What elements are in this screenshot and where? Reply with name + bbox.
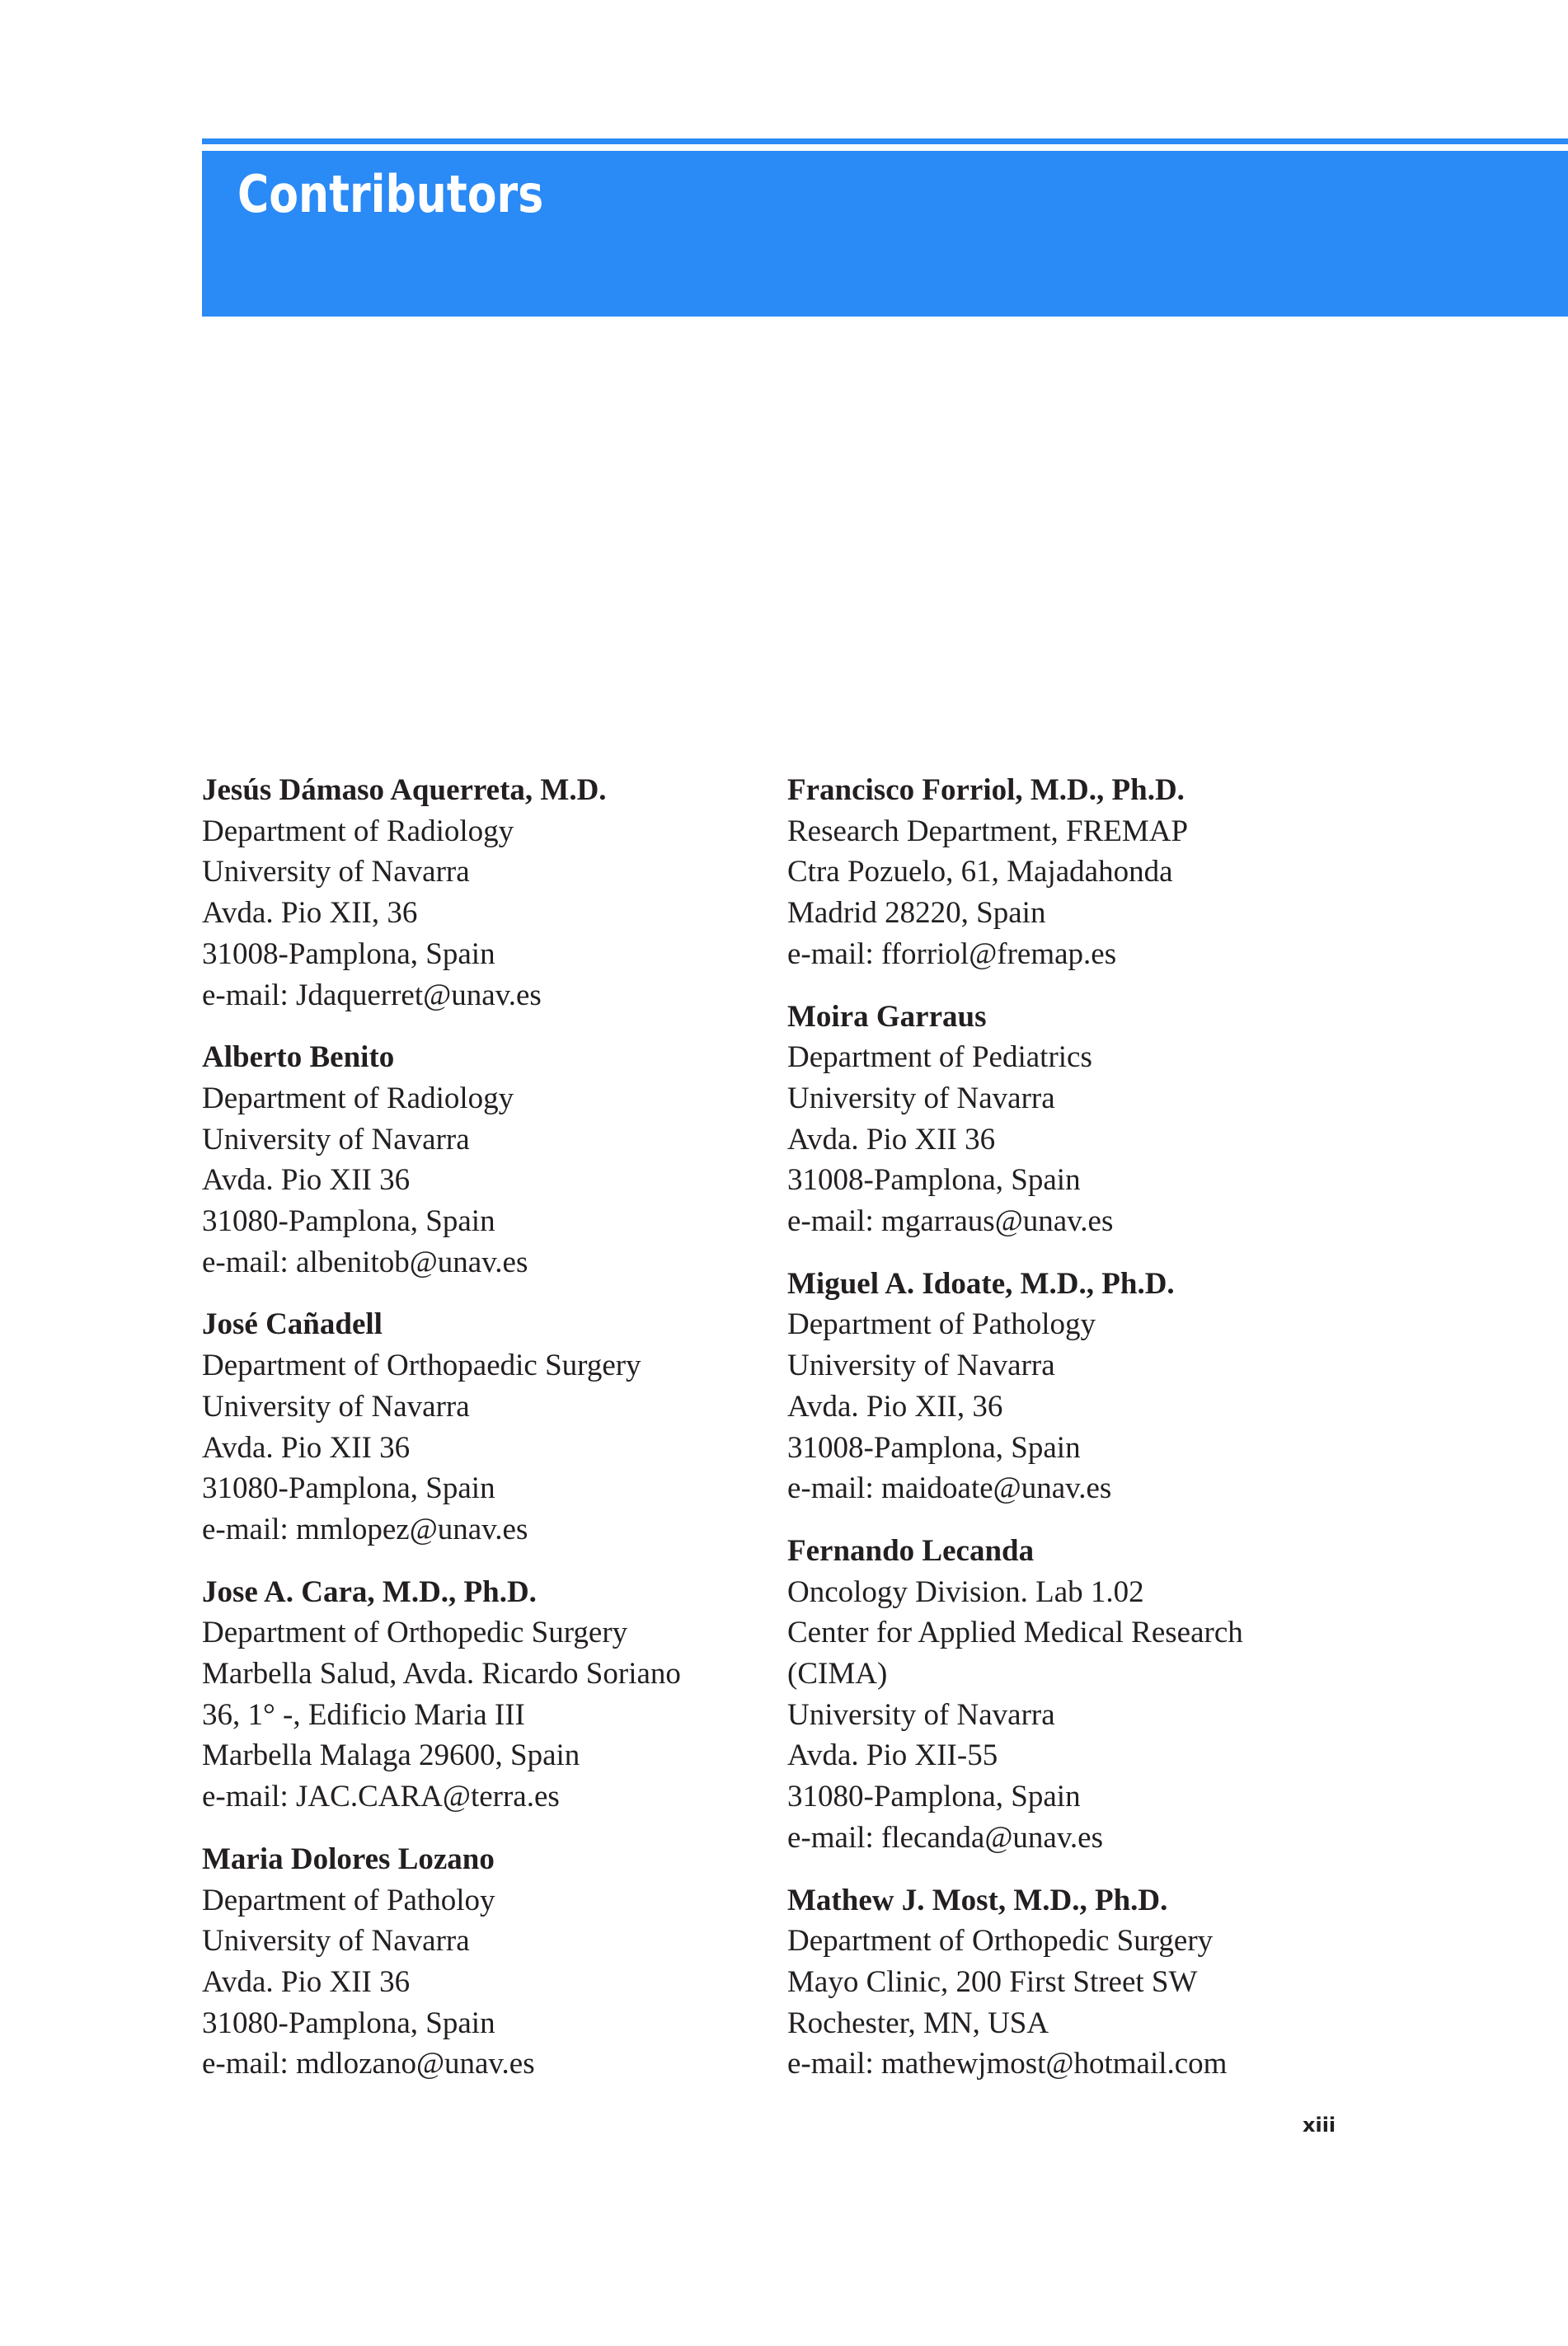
contributor-entry <box>202 1572 779 1818</box>
contributors-column-right <box>787 770 1364 2106</box>
contributor-address-line: Avda. Pio XII, 36 <box>202 896 418 931</box>
contributor-address-line: Mayo Clinic, 200 First Street SW <box>787 1964 1198 1999</box>
contributor-name: Jose A. Cara, M.D., Ph.D. <box>202 1574 537 1609</box>
contributor-address-line: Department of Patholoy <box>202 1883 495 1917</box>
contributor-email: e-mail: JAC.CARA@terra.es <box>202 1780 560 1814</box>
contributor-address-line: Marbella Malaga 29600, Spain <box>202 1738 580 1773</box>
contributor-address-line: 31008-Pamplona, Spain <box>787 1430 1081 1465</box>
contributor-email: e-mail: fforriol@fremap.es <box>787 936 1117 971</box>
contributor-address-line: University of Navarra <box>787 1081 1055 1115</box>
contributor-address-line: Oncology Division. Lab 1.02 <box>787 1574 1144 1609</box>
contributor-address-line: Avda. Pio XII-55 <box>787 1738 998 1773</box>
contributor-entry <box>787 770 1364 975</box>
contributor-name: Francisco Forriol, M.D., Ph.D. <box>787 773 1185 807</box>
page-title: Contributors <box>237 164 544 224</box>
contributor-entry <box>202 1304 779 1550</box>
contributor-address-line: 31008-Pamplona, Spain <box>202 936 495 971</box>
contributor-address-line: Department of Radiology <box>202 1081 514 1115</box>
contributor-address-line: University of Navarra <box>202 1389 470 1424</box>
contributor-address-line: Ctra Pozuelo, 61, Majadahonda <box>787 855 1173 889</box>
contributor-address-line: University of Navarra <box>202 1924 470 1959</box>
contributor-address-line: University of Navarra <box>787 1697 1055 1732</box>
contributor-address-line: Department of Pathology <box>787 1307 1096 1342</box>
contributor-address-line: 31008-Pamplona, Spain <box>787 1163 1081 1198</box>
contributor-entry <box>787 1264 1364 1509</box>
contributor-entry <box>202 770 779 1016</box>
header-band <box>202 151 1568 317</box>
header-rule <box>202 138 1568 144</box>
contributor-entry <box>787 997 1364 1242</box>
contributor-address-line: Department of Orthopedic Surgery <box>787 1924 1214 1959</box>
contributor-email: e-mail: albenitob@unav.es <box>202 1245 528 1279</box>
contributor-address-line: University of Navarra <box>202 855 470 889</box>
contributor-address-line: 36, 1° -, Edificio Maria III <box>202 1697 525 1732</box>
contributor-entry <box>202 1037 779 1283</box>
contributor-entry <box>787 1531 1364 1859</box>
contributor-email: e-mail: flecanda@unav.es <box>787 1820 1103 1855</box>
contributor-address-line: Madrid 28220, Spain <box>787 896 1046 931</box>
contributor-address-line: Research Department, FREMAP <box>787 814 1189 848</box>
contributor-name: Miguel A. Idoate, M.D., Ph.D. <box>787 1266 1175 1301</box>
contributor-address-line: (CIMA) <box>787 1657 888 1691</box>
contributor-address-line: Avda. Pio XII 36 <box>787 1122 996 1157</box>
contributor-name: Alberto Benito <box>202 1040 395 1075</box>
contributor-email: e-mail: Jdaquerret@unav.es <box>202 978 542 1012</box>
contributor-address-line: Department of Radiology <box>202 814 514 848</box>
page-number: xiii <box>1303 2114 1336 2137</box>
contributor-address-line: University of Navarra <box>787 1349 1055 1383</box>
contributor-address-line: 31080-Pamplona, Spain <box>202 1471 495 1506</box>
contributor-address-line: Avda. Pio XII 36 <box>202 1163 411 1198</box>
contributors-column-left <box>202 770 779 2106</box>
contributor-name: Moira Garraus <box>787 999 987 1034</box>
contributor-address-line: 31080-Pamplona, Spain <box>787 1780 1081 1814</box>
contributor-address-line: Center for Applied Medical Research <box>787 1616 1243 1650</box>
contributor-address-line: Rochester, MN, USA <box>787 2006 1049 2040</box>
contributor-address-line: 31080-Pamplona, Spain <box>202 2006 495 2040</box>
contributor-address-line: Department of Orthopaedic Surgery <box>202 1349 641 1383</box>
contributor-entry <box>787 1880 1364 2086</box>
contributor-address-line: Marbella Salud, Avda. Ricardo Soriano <box>202 1657 681 1691</box>
contributor-name: Mathew J. Most, M.D., Ph.D. <box>787 1883 1168 1917</box>
contributor-email: e-mail: maidoate@unav.es <box>787 1471 1112 1506</box>
contributor-address-line: 31080-Pamplona, Spain <box>202 1204 495 1239</box>
contributor-address-line: Avda. Pio XII 36 <box>202 1964 411 1999</box>
contributor-address-line: Department of Pediatrics <box>787 1040 1092 1075</box>
contributor-address-line: Department of Orthopedic Surgery <box>202 1616 628 1650</box>
contributor-email: e-mail: mdlozano@unav.es <box>202 2047 535 2081</box>
contributor-name: Maria Dolores Lozano <box>202 1842 495 1876</box>
contributor-email: e-mail: mathewjmost@hotmail.com <box>787 2047 1228 2081</box>
contributor-email: e-mail: mgarraus@unav.es <box>787 1204 1114 1239</box>
contributor-address-line: Avda. Pio XII 36 <box>202 1430 411 1465</box>
contributor-email: e-mail: mmlopez@unav.es <box>202 1512 528 1546</box>
contributor-address-line: Avda. Pio XII, 36 <box>787 1389 1003 1424</box>
contributor-entry <box>202 1839 779 2085</box>
contributor-address-line: University of Navarra <box>202 1122 470 1157</box>
contributor-name: Fernando Lecanda <box>787 1533 1035 1568</box>
contributor-name: Jesús Dámaso Aquerreta, M.D. <box>202 773 607 807</box>
contributor-name: José Cañadell <box>202 1307 383 1342</box>
